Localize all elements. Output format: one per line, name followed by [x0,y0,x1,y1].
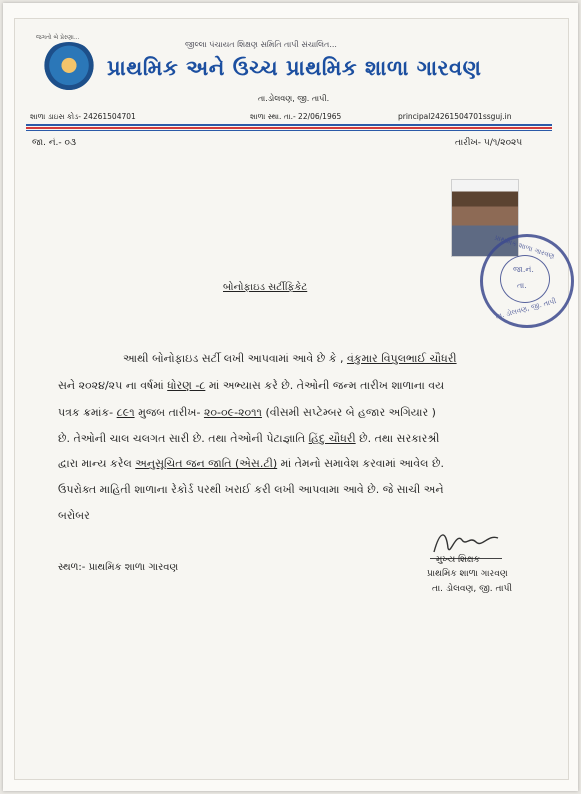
signature-scribble-icon [430,526,502,558]
signatory-title: મુખ્ય શિક્ષક [436,555,480,565]
stamp-inner-bottom: તા. [517,281,527,290]
stamp-inner-top: જા.નં. [513,265,534,274]
school-logo-icon [40,42,98,94]
student-standard: ધોરણ -૮ [167,379,206,392]
signatory-address: તા. ડોલવણ, જી. તાપી [432,584,513,594]
stamp-inner-ring [500,255,550,303]
school-stamp [480,234,574,328]
birth-date: ૨૦-૦૯-૨૦૧૧ [203,406,262,419]
header-rule-blue [26,124,552,126]
body-line-4 [58,432,439,446]
body-line-5-text-a: દ્વારા માન્ય કરેલ [58,457,132,470]
body-line-4-text-b: છે. તથા સરકારશ્રી [359,432,440,445]
school-name: પ્રાથમિક અને ઉચ્ચ પ્રાથમિક શાળા ગારવણ [107,56,482,80]
body-line-2 [58,379,444,393]
letter-date: તારીખ- ૫/૧/૨૦૨૫ [455,138,523,148]
dise-code: શાળા ડાઇસ કોડ- 24261504701 [30,112,136,121]
register-number: ૮૯૧ [116,406,135,419]
body-line-3-text-c: (વીસમી સપ્ટેમ્બર બે હજાર અગિયાર ) [265,406,436,419]
body-line-1 [123,352,457,366]
top-note: જીલ્લા પંચાયત શિક્ષણ સમિતિ તાપી સંચાલિત... [185,40,337,49]
established-date: શાળા સ્થા. તા.- 22/06/1965 [250,112,342,121]
place: સ્થળ:- પ્રાથમિક શાળા ગારવણ [58,562,179,573]
header-rule-thin [26,130,552,131]
signatory-school: પ્રાથમિક શાળા ગારવણ [427,569,508,579]
body-line-2-text-a: સને ૨૦૨૪/૨૫ ના વર્ષમાં [58,379,164,392]
header-rule-red [26,127,552,129]
body-line-4-text-a: છે. તેઓની ચાલ ચલગત સારી છે. તથા તેઓની પેટાજ્ઞાતિ [58,432,306,445]
caste: હિંદુ ચૌધરી [308,432,356,445]
body-line-7: બરોબર [58,509,90,522]
body-line-3 [58,406,436,420]
category: અનુસૂચિત જન જાતિ (એસ.ટી) [135,457,278,470]
body-line-5-text-b: માં તેમનો સમાવેશ કરવામાં આવેલ છે. [280,457,444,470]
body-line-3-text-a: પત્રક ક્રમાંક- [58,406,114,419]
student-name: વંકુમાર વિપુલભાઈ ચૌધરી [346,352,457,365]
body-line-6: ઉપરોક્ત માહિતી શાળાના રેકોર્ડ પરથી ખરાઈ કરી લખી આપવામા આવે છે. જે સાચી અને [58,483,444,496]
school-email: principal24261504701ssguj.in [398,112,512,121]
certificate-heading: બોનોફાઇડ સર્ટીફિકેટ [223,282,308,293]
logo-tagline: જગતો બે પ્રેરણા... [36,34,80,41]
body-line-1-text: આથી બોનોફાઇડ સર્ટી લખી આપવામાં આવે છે કે , [123,352,344,365]
stamp-outer-text: પ્રાથમિક શાળા ગારવણ [493,233,556,261]
stamp-bottom-text: તા. ડોલવણ, જી. તાપી [494,297,558,321]
certificate-paper [14,18,569,780]
body-line-3-text-b: મુજબ તારીખ- [138,406,201,419]
body-line-5 [58,457,444,471]
outward-number: જા. નં.- ૦૩ [32,138,76,148]
school-address: તા.ડોલવણ, જી. તાપી. [258,94,330,103]
body-line-2-text-b: માં અભ્યાસ કરે છે. તેઓની જન્મ તારીખ શાળાના વય [208,379,445,392]
